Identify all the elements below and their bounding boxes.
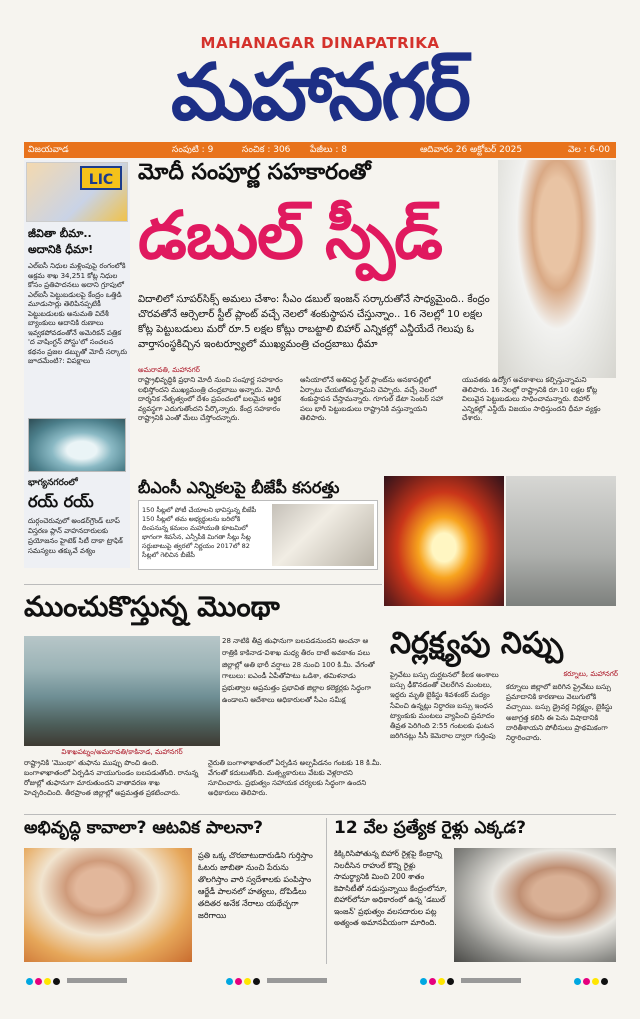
fire-body [390,670,616,816]
montha-body [24,758,386,816]
ray-headline: రయ్ రయ్ [28,492,94,511]
fire-headline: నిర్లక్ష్యపు నిప్పు [390,626,564,661]
color-registration-mark [26,970,127,977]
masthead-title: మహానగర్ [170,48,470,138]
montha-body-col-2: నైరుతి బంగాళాఖాతంలో ఏర్పడిన అల్పపీడనం గంటకు 18 కి.మీ. వేగంతో కదులుతోంది. మత్స్యకారులు వేటకు వెళ్లరాదని సూచించారు. ప్రభుత్వం సహాయక చర్యలకు సిద్ధంగా ఉందని అధికారులు తెలిపారు. [208,759,382,797]
rail-headline: 12 వేల ప్రత్యేక రైళ్లు ఎక్కడ? [334,818,526,838]
lic-logo: LIC [80,166,122,190]
fire-body-col-2: కర్నూలు జిల్లాలో జరిగిన ప్రైవేటు బస్సు ప్రమాదానికి కారణాలు వెలుగులోకి వచ్చాయి. బస్సు డ్రైవర్ల నిర్లక్ష్యం, బైకిస్టు అజాగ్రత్త కలిసి ఈ పెను విషాదానికి దారితీశాయని పోలీసులు ప్రాథమికంగా నిర్ధారించారు. [506,683,613,743]
development-headline: అభివృద్ధి కావాలా? ఆటవిక పాలనా? [24,818,264,838]
montha-bullets: 28 నాటికి తీవ్ర తుఫానుగా బలపడనుందని అంచనా ఆ రాత్రికి కాకినాడ-విశాఖ మధ్య తీరం దాటే అవకాశం పలు జిల్లాల్లో అతి భారీ వర్షాలు 28 నుంచి 100 కి.మీ. వేగంతో గాలులు: ఐఎండీ ఏపీతోపాటు ఒడిశా, తమిళనాడు ప్రభుత్వాల అప్రమత్తం ప్రభావిత జిల్లాల కలెక్టర్లకు సిద్ధంగా ఉండాలని ఆదేశాలు అధికారులతో సీఎం సమీక్ష [222,637,375,704]
sea-photo [24,636,220,746]
main-headline: డబుల్ స్పీడ్ [138,197,443,274]
lic-story-text: ఎల్ఐసీ నిధుల మళ్లింపుపై రంగంలోకి అక్రమ శాఖ 34,251 కోట్ల నిధుల కోసం ప్రతిపాదనలు అదాని గ్రూపులో ఎల్ఐసీ పెట్టుబడులపై కేంద్రం ఒత్తిడి మూడుసార్లు తెలిపినప్పటికీ పెట్టుబడులకు అనుమతి విదేశీ బ్యాంకులు అదానికి రుణాలు ఇవ్వకపోవడంతోనే అమెరికన్ పత్రిక 'ద వాషింగ్టన్ పోస్టు'లో సంచలన కథనం ప్రజల డబ్బుతో మోదీ సర్కారు జూదమేంటి?: విపక్షాలు [28,262,128,365]
main-lead: విదాలిలో సూపర్‌సిక్స్ అమలు చేశాం: సీఎం డబుల్ ఇంజన్ సర్కారుతోనే సాధ్యమైంది.. కేంద్రం చొరవతోనే ఆర్సెలార్ స్టీల్ ప్లాంట్ వచ్చే నెలలో శంకుస్థాపన చేస్తున్నాం.. 16 నెలల్లో 10 లక్షల కోట్ల పెట్టుబడులు మరో రూ.5 లక్షల కోట్లు రాబట్టాలి బిహార్ ఎన్నికల్లో ఎన్డీయేదే గెలుపు ఓ వార్తాసంస్థకిచ్చిన ఇంటర్వ్యూలో ముఖ్యమంత్రి చంద్రబాబు ధీమా [138,294,490,350]
ray-story-text: దుర్గంచెరువులో అండర్‌గ్రౌండ్ లూప్ విస్తరణ ప్లాన్ వాహనదారులకు ప్రయోజనం హైటెక్ సిటీ దాకా ట్రాఫిక్ సమస్యలు తక్కువే వశ్యం [28,517,123,555]
main-byline: అమరావతి, మహానగర్ [138,366,200,374]
main-body-col-1: రాష్ట్రాభివృద్ధికి ప్రధాని మోదీ నుంచి సంపూర్ణ సహకారం లభిస్తోందని ముఖ్యమంత్రి చంద్రబాబు అన్నారు. మోదీ దార్శనిక నేతృత్వంలో దేశం ప్రపంచంలో బలమైన ఆర్థిక వ్యవస్థగా ఎదుగుతోందని పేర్కొన్నారు. కేంద్ర సహకారం రాష్ట్రానికి ఎంతో మేలు చేస్తోందన్నారు. [138,376,283,422]
rahul-photo [454,848,616,962]
divider [24,584,382,585]
dateline-price: వెల : 6-00 [568,145,610,155]
tunnel-photo [28,418,126,472]
bjp-headline: బీఎంసీ ఎన్నికలపై బీజేపీ కసరత్తు [138,478,340,497]
divider [326,818,327,964]
development-text: ప్రతి ఒక్క చొరబాటుదారుడిని గుర్తిస్తాం ఓటరు జాబితా నుంచి పేరును తొలగిస్తాం వారి స్వదేశాలకు పంపిస్తాం ఆర్జేడీ పాలనలో హత్యలు, దోపిడీలు తదితర అనేక నేరాలు యథేచ్ఛగా జరిగాయి [198,851,313,920]
montha-headline: ముంచుకొస్తున్న మొంథా [24,590,280,623]
dateline-volume: సంపుటి : 9 [172,145,214,155]
fire-byline: కర్నూలు, మహానగర్ [563,670,618,678]
dateline-issue: సంచిక : 306 [242,145,291,155]
dateline-bar [24,142,616,158]
montha-byline: విశాఖపట్నం/అమరావతి/కాకినాడ, మహానగర్ [61,748,183,756]
color-registration-mark [226,970,327,977]
color-registration-mark [420,970,521,977]
main-body [138,376,616,468]
lic-headline: జీవితా బీమా.. అదానికి ధీమా! [28,227,94,256]
divider [24,814,616,815]
speaker-photo [24,848,192,962]
bjp-story-text: 150 సీట్లలో పోటీ చేయాలని భావిస్తున్న బీజేపీ 150 సీట్లలో తమ అభ్యర్థులను బరిలోకి దింపనున్న కమలం మహాయుతి కూటమిలో భాగంగా శివసేన, ఎన్సీపీకి మిగతా సీట్లు సీట్ల సర్దుబాటుపై త్వరలో నిర్ణయం 2017లో 82 సీట్లలో గెలిచిన బీజేపీ [142,506,257,559]
dateline-city: విజయవాడ [28,145,69,155]
cctv-photo [506,476,616,606]
bus-fire-photo [384,476,504,606]
main-kicker: మోదీ సంపూర్ణ సహకారంతో [138,160,371,185]
montha-body-col-1: రాష్ట్రానికి 'మొంథా' తుఫాను ముప్పు పొంచి ఉంది. బంగాళాఖాతంలో ఏర్పడిన వాయుగుండం బలపడుతోంది. రానున్న రోజుల్లో తుఫానుగా మారుతుందని వాతావరణ శాఖ హెచ్చరించింది. తీరప్రాంత జిల్లాల్లో అప్రమత్తత ప్రకటించారు. [24,759,199,797]
chief-minister-photo [498,160,616,378]
masthead-subtitle: MAHANAGAR DINAPATRIKA [200,34,440,52]
rail-text: కిక్కిరిసిపోతున్న బిహార్ రైళ్లపై కేంద్రాన్ని నిలదీసిన రాహుల్ కొన్ని రైళ్లు సామర్థ్యానికి మించి 200 శాతం కెపాసిటీతో నడుస్తున్నాయి కేంద్రంలోనూ, బిహార్‌లోనూ అధికారంలో ఉన్న 'డబుల్ ఇంజన్' ప్రభుత్వం వలసదారుల పట్ల అత్యంత అమానవీయంగా మారింది. [334,849,448,927]
fire-body-col-1: ప్రైవేటు బస్సు దుర్ఘటనలో కీలక అంశాలు బస్సు ఢీకొనడంతో చెలరేగిన మంటలు, ఇద్దరు మృతి బైకిస్టు శివశంకర్ మద్యం సేవించి ఉన్నట్లు నిర్ధారణ బస్సు ఇంధన ట్యాంకుకు మంటలు వ్యాపించి ప్రమాదం తీవ్రత పెరిగింది 2:55 గంటలకు ఘటన జరిగినట్లు సీసీ కెమెరాల ద్వారా గుర్తింపు [390,671,499,741]
bjp-leaders-photo [272,504,374,566]
dateline-date: ఆదివారం 26 అక్టోబర్ 2025 [420,145,523,155]
main-body-col-3: యువతకు ఉద్యోగ అవకాశాలు కల్పిస్తున్నామని తెలిపారు. 16 నెలల్లో రాష్ట్రానికి రూ.10 లక్షల కోట్ల విలువైన పెట్టుబడులు సాధించామన్నారు. బిహార్ ఎన్నికల్లో ఎన్డీయే విజయం సాధిస్తుందని ధీమా వ్యక్తం చేశారు. [462,376,601,422]
ray-kicker: భాగ్యనగరంలో [28,478,78,488]
color-registration-mark [574,970,610,977]
dateline-pages: పేజీలు : 8 [310,145,347,155]
main-body-col-2: ఆసియాలోనే అతిపెద్ద స్టీల్ ప్లాంట్‌ను అనకాపల్లిలో ఏర్పాటు చేయబోతున్నామని చెప్పారు. వచ్చే నెలలో శంకుస్థాపన చేస్తామన్నారు. గూగుల్ డేటా సెంటర్ సహా పలు భారీ పెట్టుబడులు రాష్ట్రానికి వస్తున్నాయని తెలిపారు. [300,376,444,422]
